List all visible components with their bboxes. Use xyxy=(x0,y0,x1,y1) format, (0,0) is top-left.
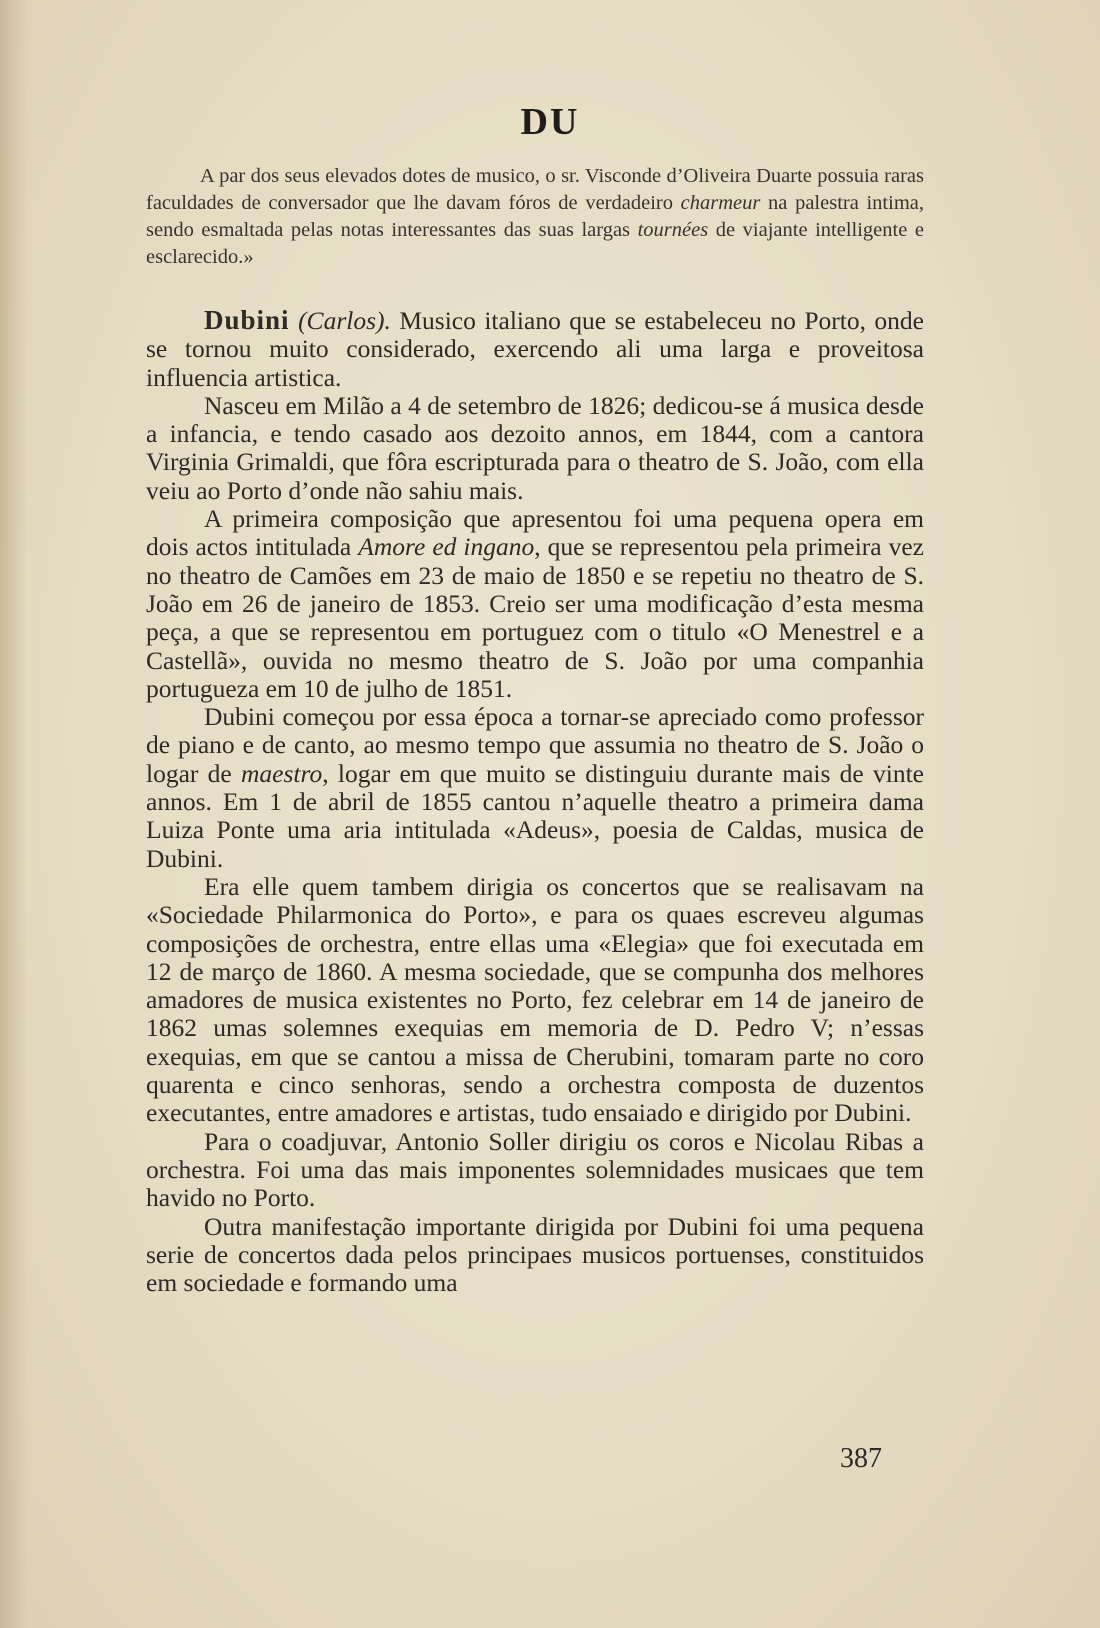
entry-paragraph-4 xyxy=(146,703,924,873)
entry-paragraph-5: Era elle quem tambem dirigia os concertos que se realisavam na «Sociedade Philarmonica do Porto», e para os quaes escreveu algumas composições de orchestra, entre ellas uma «Elegia» que foi executada em 12 de março de 1860. A mesma sociedade, que se compunha dos melhores amadores de musica existentes no Porto, fez celebrar em 14 de janeiro de 1862 umas solemnes exequias em memoria de D. Pedro V; n’essas exequias, em que se cantou a missa de Cherubini, tomaram parte no coro quarenta e cinco senhoras, sendo a orchestra composta de duzentos executantes, entre amadores e artistas, tudo ensaiado e dirigido por Dubini. xyxy=(146,871,924,1128)
page-number: 387 xyxy=(840,1443,882,1474)
quote-text: A par dos seus elevados dotes de musico, o sr. Visconde d’Oliveira Duarte possuia raras faculdades de conversador que lhe davam fóros de verdadeiro xyxy=(146,165,924,214)
entry-headword: Dubini xyxy=(204,305,290,335)
entry-headword-forename: (Carlos). xyxy=(298,306,391,335)
italic-term: maestro xyxy=(240,758,323,788)
running-head: DU xyxy=(520,101,580,143)
entry-paragraph-7: Outra manifestação importante dirigida por Dubini foi uma pequena serie de concertos dada pelos principaes musicos portuenses, constituidos em sociedade e formando uma xyxy=(146,1211,924,1298)
quote-italic-term: tournées xyxy=(637,219,709,241)
quote-paragraph xyxy=(146,163,924,271)
entry-text: , que se representou pela primeira vez no theatro de Camões em 23 de maio de 1850 e se repetiu no theatro de S. João em 26 de janeiro de 1853. Creio ser uma modificação d’esta mesma peça, a que se representou em portuguez com o titulo «O Menestrel e a Castellã», ouvida no mesmo theatro de S. João por uma companhia portugueza em 10 de julho de 1851. xyxy=(146,532,924,703)
entry-paragraph-1 xyxy=(146,306,924,392)
entry-text: , logar em que muito se distinguiu durante mais de vinte annos. Em 1 de abril de 1855 cantou n’aquelle theatro a primeira dama Luiza Ponte uma aria intitulada «Adeus», poesia de Caldas, musica de Dubini. xyxy=(146,758,924,873)
entry-paragraph-6: Para o coadjuvar, Antonio Soller dirigiu os coros e Nicolau Ribas a orchestra. Foi uma das mais imponentes solemnidades musicaes que tem havido no Porto. xyxy=(146,1126,924,1213)
entry-paragraph-2: Nasceu em Milão a 4 de setembro de 1826; dedicou-se á musica desde a infancia, e tendo casado aos dezoito annos, em 1844, com a cantora Virginia Grimaldi, que fôra escripturada para o theatro de S. João, com ella veiu ao Porto d’onde não sahiu mais. xyxy=(146,390,924,505)
entry-paragraph-3 xyxy=(146,505,924,703)
entry-text: Dubini começou por essa época a tornar-se apreciado como professor de piano e de canto, ao mesmo tempo que assumia no theatro de S. João o logar de xyxy=(146,702,924,788)
opera-title: Amore ed ingano xyxy=(358,532,535,562)
quoted-passage xyxy=(146,163,924,271)
quote-text: na palestra intima, sendo esmaltada pelas notas interessantes das suas largas xyxy=(146,192,924,241)
biographical-entry xyxy=(146,306,924,1297)
quote-text: de viajante intelligente e esclarecido.» xyxy=(146,219,924,268)
entry-text: A primeira composição que apresentou foi uma pequena opera em dois actos intitulada xyxy=(146,504,924,562)
entry-text: Musico italiano que se estabeleceu no Porto, onde se tornou muito considerado, exercendo ali uma larga e proveitosa influencia artistica. xyxy=(146,306,925,392)
quote-italic-term: charmeur xyxy=(680,192,761,214)
